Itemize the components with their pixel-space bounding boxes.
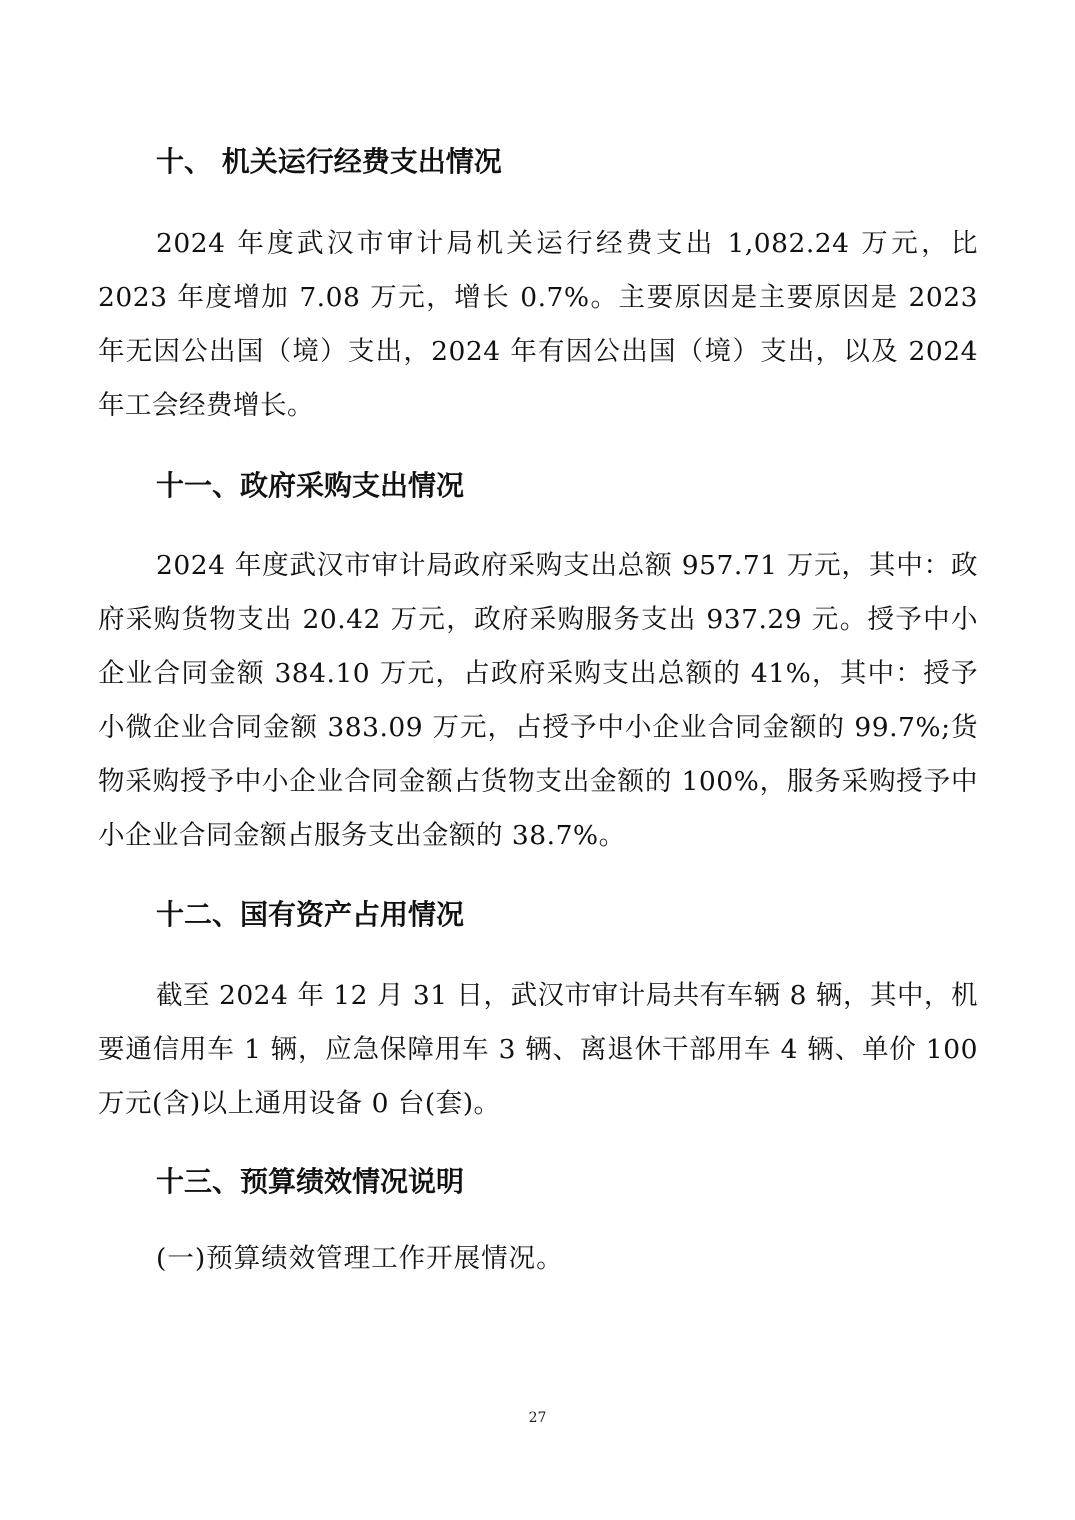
section-13-subheading: (一)预算绩效管理工作开展情况。 — [156, 1243, 564, 1274]
section-13-heading: 十三、预算绩效情况说明 — [156, 1165, 465, 1198]
page-number: 27 — [528, 1410, 547, 1426]
section-12-heading: 十二、国有资产占用情况 — [156, 898, 465, 931]
section-12-paragraph: 截至 2024 年 12 月 31 日，武汉市审计局共有车辆 8 辆，其中，机要通信用车 1 辆，应急保障用车 3 辆、离退休干部用车 4 辆、单价 100 万元(含)以上通用设备 0 台(套)。 — [98, 980, 978, 1119]
section-11-heading: 十一、政府采购支出情况 — [156, 469, 465, 502]
section-10-heading: 十、 机关运行经费支出情况 — [156, 145, 502, 178]
section-11-paragraph: 2024 年度武汉市审计局政府采购支出总额 957.71 万元，其中：政府采购货物支出 20.42 万元，政府采购服务支出 937.29 元。授予中小企业合同金额 384.10 万元，占政府采购支出总额的 41%，其中：授予小微企业合同金额 383.09 万元，占授予中小企业合同金额的 99.7%;货物采购授予中小企业合同金额占货物支出金额的 100%，服务采购授予中小企业合同金额占服务支出金额的 38.7%。 — [98, 550, 978, 851]
section-10-paragraph: 2024 年度武汉市审计局机关运行经费支出 1,082.24 万元，比 2023 年度增加 7.08 万元，增长 0.7%。主要原因是主要原因是 2023 年无因公出国（境）支出，2024 年有因公出国（境）支出，以及 2024 年工会经费增长。 — [98, 228, 978, 421]
